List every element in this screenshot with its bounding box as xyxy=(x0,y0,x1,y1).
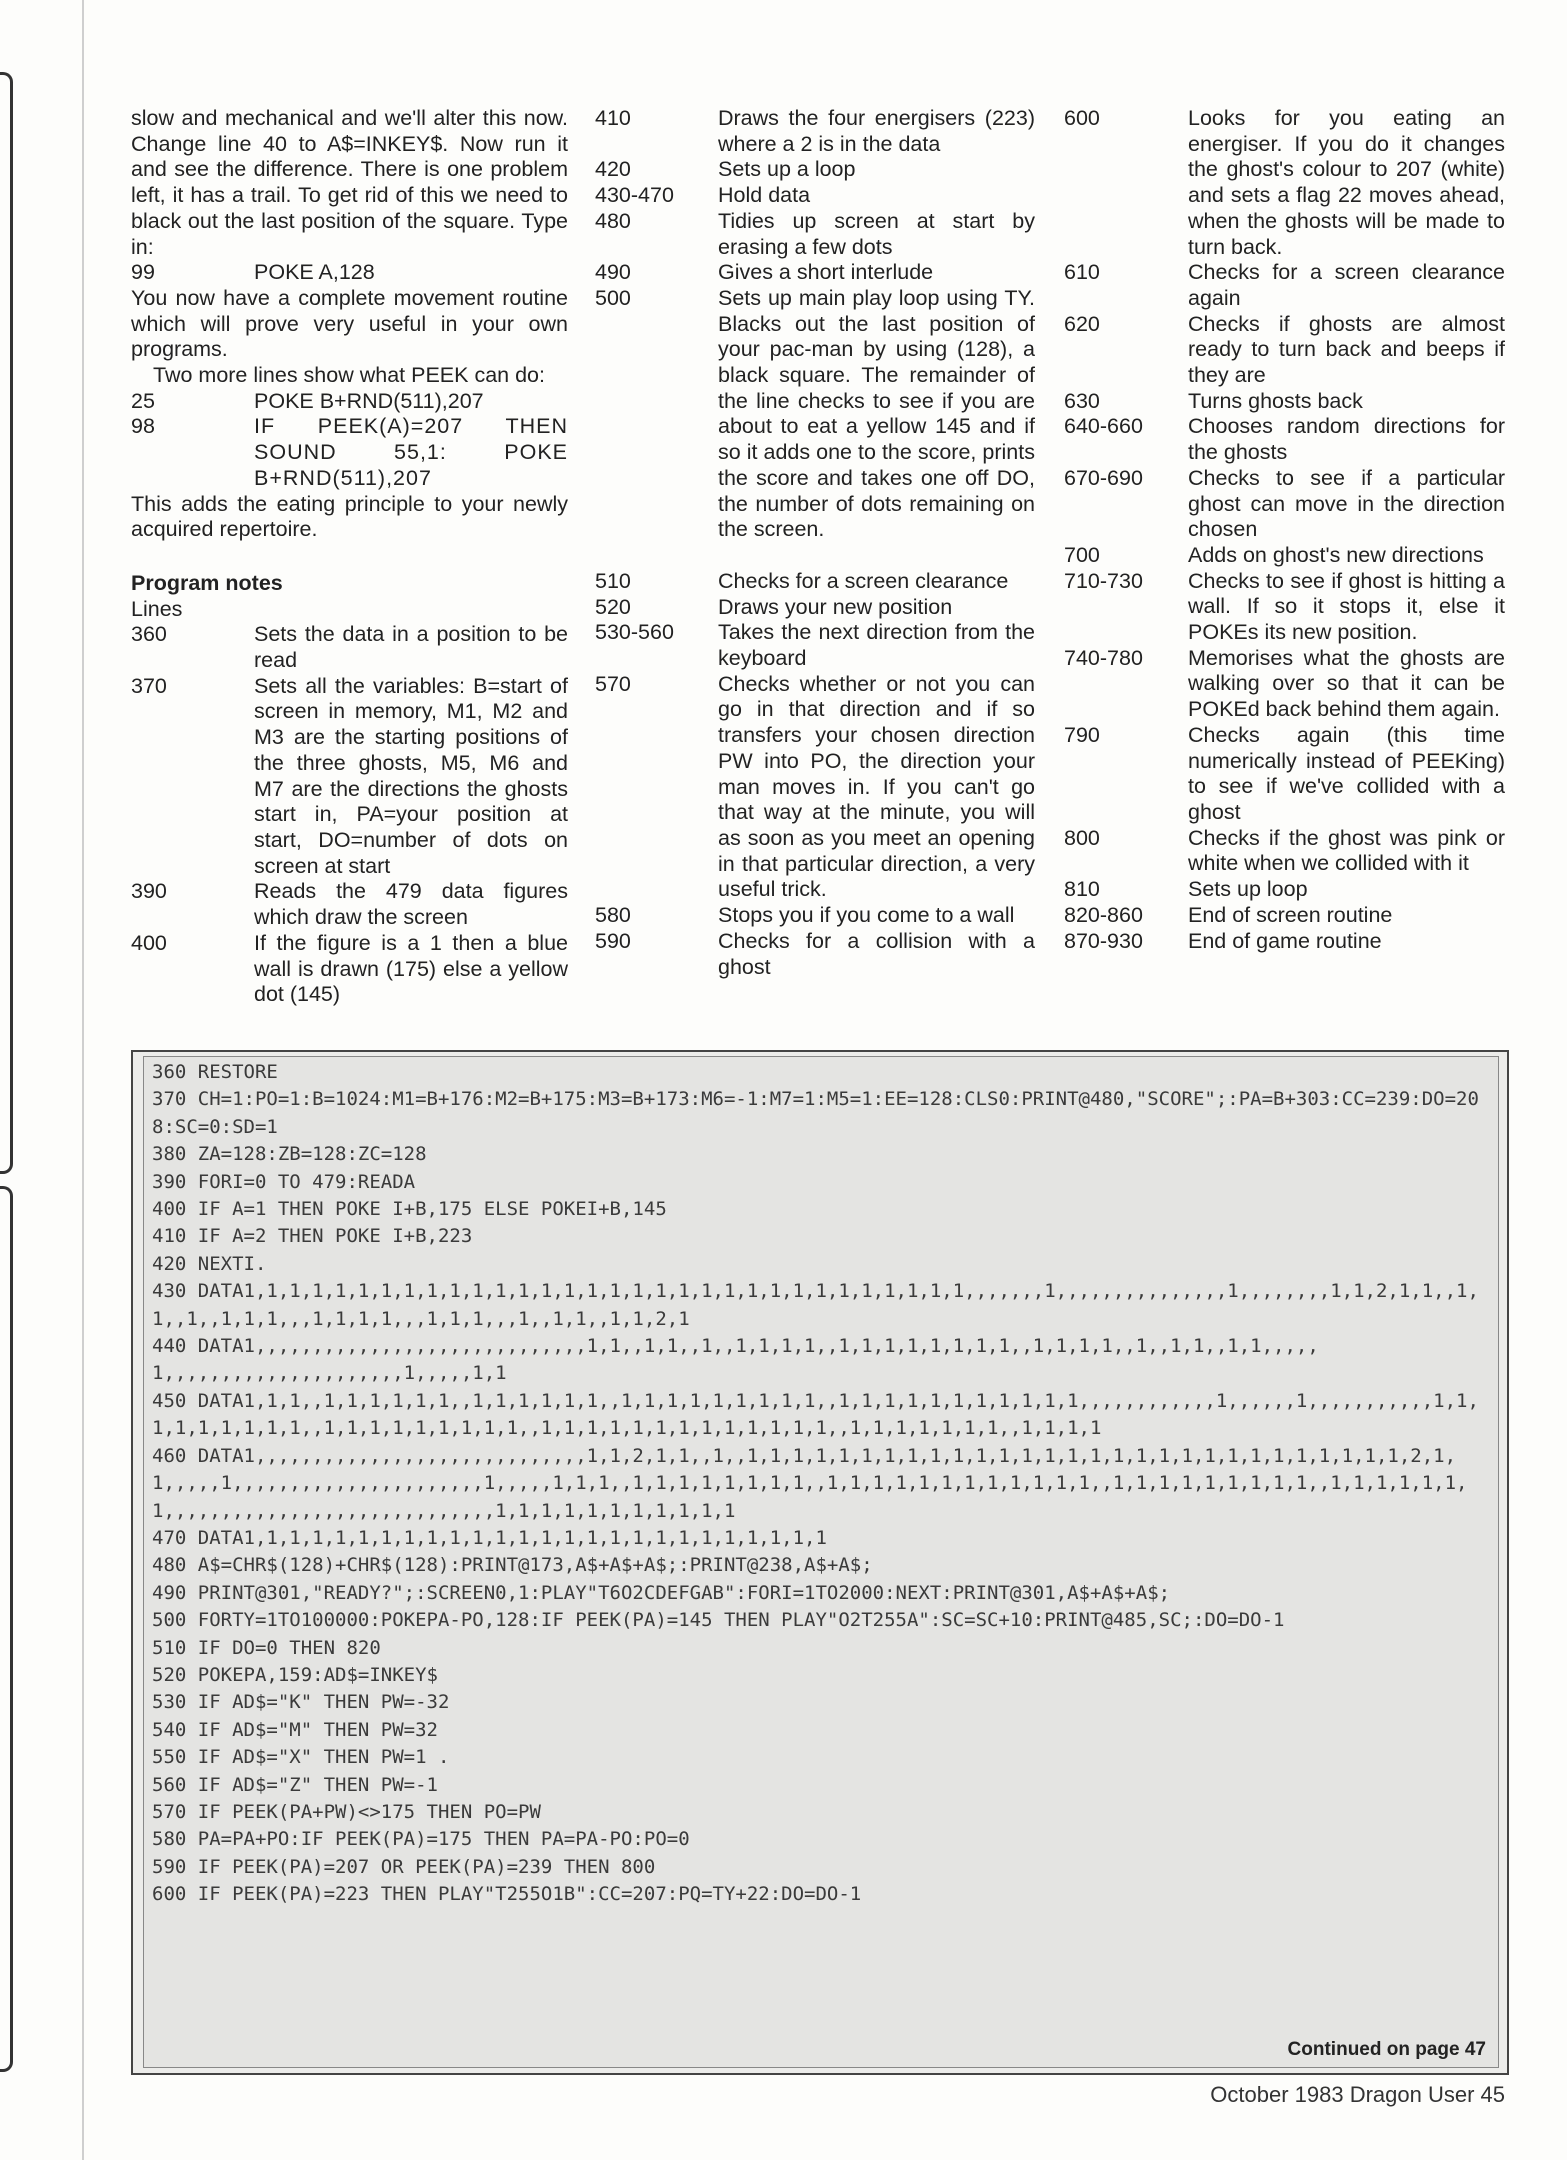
column-3 xyxy=(1064,106,1505,954)
note-row xyxy=(595,183,1035,209)
note-row xyxy=(1064,903,1505,929)
note-row xyxy=(1064,877,1505,903)
note-line-range: 870-930 xyxy=(1064,928,1143,953)
note-line-range: 490 xyxy=(595,260,631,285)
note-row xyxy=(595,595,1035,621)
listing-line: 450 DATA1,1,1,,1,1,1,1,1,1,,1,1,1,1,1,1,,1,1,1,1,1,1,1,1,1,,1,1,1,1,1,1,1,1,1,1,1,,,,,,,,,,,,1,,,,,,1,,,,,,,,,,,1,1,1,1,1,1,1,1,1,,1,1,1,1,1,1,1,1,1,,1,1,1,1,1,1,1,1,1,1,1,1,1,,1,1,1,1,1,1,1,,1,1,1,1 xyxy=(152,1389,1479,1440)
note-row xyxy=(1064,646,1505,723)
note-description: Tidies up screen at start by erasing a few dots xyxy=(718,208,1035,259)
note-line-range: 710-730 xyxy=(1064,568,1143,593)
note-description: If the figure is a 1 then a blue wall is drawn (175) else a yellow dot (145) xyxy=(254,930,568,1007)
note-line-range: 590 xyxy=(595,928,631,953)
note-row xyxy=(1064,312,1505,389)
note-description: Turns ghosts back xyxy=(1188,388,1363,413)
code-line xyxy=(131,389,568,415)
note-line-range: 670-690 xyxy=(1064,465,1143,490)
notes-list xyxy=(131,622,568,1008)
note-row xyxy=(595,569,1035,595)
code-text: POKE B+RND(511),207 xyxy=(254,388,484,413)
note-description: Sets the data in a position to be read xyxy=(254,622,568,673)
note-row xyxy=(131,931,568,1008)
paragraph: This adds the eating principle to your newly acquired repertoire. xyxy=(131,491,568,542)
note-description: Reads the 479 data figures which draw the screen xyxy=(254,879,568,930)
note-row xyxy=(595,106,1035,157)
listing-line: 360 RESTORE xyxy=(152,1061,278,1083)
note-line-range: 480 xyxy=(595,208,631,233)
note-row xyxy=(1064,723,1505,826)
note-row xyxy=(595,929,1035,980)
note-row xyxy=(131,622,568,673)
article-text xyxy=(131,106,1505,1036)
note-line-range: 500 xyxy=(595,285,631,310)
note-line-range: 430-470 xyxy=(595,183,674,208)
listing-line: 490 PRINT@301,"READY?";:SCREEN0,1:PLAY"T6O2CDEFGAB":FORI=1TO2000:NEXT:PRINT@301,A$+A$+A$; xyxy=(152,1581,1171,1604)
note-description: Checks for a screen clearance xyxy=(718,568,1009,593)
listing-line: 520 POKEPA,159:AD$=INKEY$ xyxy=(152,1663,438,1686)
note-line-range: 800 xyxy=(1064,825,1100,850)
page-gutter-line xyxy=(82,0,84,2160)
listing-line: 510 IF DO=0 THEN 820 xyxy=(152,1636,381,1659)
listing-line: 420 NEXTI. xyxy=(152,1252,267,1275)
listing-line: 410 IF A=2 THEN POKE I+B,223 xyxy=(152,1225,473,1248)
note-line-range: 700 xyxy=(1064,542,1100,567)
note-description: Stops you if you come to a wall xyxy=(718,903,1015,928)
paragraph: You now have a complete movement routine which will prove very useful in your own programs. xyxy=(131,285,568,362)
note-description: Sets all the variables: B=start of screen in memory, M1, M2 and M3 are the starting positions of the three ghosts, M5, M6 and M7 are the directions the ghosts start in, PA=your position at start, DO=number of dots on screen at start xyxy=(254,673,568,878)
note-row xyxy=(1064,543,1505,569)
program-listing xyxy=(152,1059,1492,1909)
listing-line: 530 IF AD$="K" THEN PW=-32 xyxy=(152,1691,450,1714)
listing-line: 480 A$=CHR$(128)+CHR$(128):PRINT@173,A$+A$+A$;:PRINT@238,A$+A$; xyxy=(152,1554,873,1577)
listing-line: 500 FORTY=1TO100000:POKEPA-PO,128:IF PEEK(PA)=145 THEN PLAY"O2T255A":SC=SC+10:PRINT@485,SC;:DO=DO-1 xyxy=(152,1609,1285,1632)
note-line-range: 530-560 xyxy=(595,620,674,645)
note-line-range: 420 xyxy=(595,157,631,182)
note-description: Checks for a collision with a ghost xyxy=(718,928,1035,979)
note-line-range: 640-660 xyxy=(1064,414,1143,439)
note-row xyxy=(595,286,1035,543)
note-row xyxy=(595,209,1035,260)
note-description: Checks if the ghost was pink or white when we collided with it xyxy=(1188,825,1505,876)
page-edge-bracket xyxy=(0,72,13,1174)
note-line-range: 510 xyxy=(595,568,631,593)
note-description: Draws your new position xyxy=(718,594,953,619)
listing-line: 550 IF AD$="X" THEN PW=1 . xyxy=(152,1746,450,1769)
page-edge-bracket xyxy=(0,1186,13,2072)
note-row xyxy=(595,260,1035,286)
note-line-range: 630 xyxy=(1064,388,1100,413)
note-description: Chooses random directions for the ghosts xyxy=(1188,414,1505,465)
paragraph: Two more lines show what PEEK can do: xyxy=(153,363,545,388)
intro-paragraph: slow and mechanical and we'll alter this now. Change line 40 to A$=INKEY$. Now run it and see the difference. There is one problem left, it has a trail. To get rid of this we need to black out the last position of the square. Type in: xyxy=(131,106,568,259)
listing-line: 380 ZA=128:ZB=128:ZC=128 xyxy=(152,1143,427,1166)
code-line xyxy=(131,260,568,286)
listing-line: 590 IF PEEK(PA)=207 OR PEEK(PA)=239 THEN 800 xyxy=(152,1855,656,1878)
note-line-range: 400 xyxy=(131,930,167,955)
note-description: Sets up a loop xyxy=(718,157,856,182)
note-row xyxy=(1064,466,1505,543)
note-row xyxy=(1064,260,1505,311)
note-description: Takes the next direction from the keyboard xyxy=(718,620,1035,671)
note-description: Adds on ghost's new directions xyxy=(1188,542,1484,567)
listing-line: 370 CH=1:PO=1:B=1024:M1=B+176:M2=B+175:M3=B+173:M6=-1:M7=1:M5=1:EE=128:CLS0:PRINT@480,"SCORE";:PA=B+303:CC=239:DO=208:SC=0:SD=1 xyxy=(152,1088,1479,1138)
note-row xyxy=(1064,826,1505,877)
note-row xyxy=(595,903,1035,929)
note-row xyxy=(131,879,568,930)
note-line-range: 360 xyxy=(131,622,167,647)
note-line-range: 570 xyxy=(595,671,631,696)
lines-label: Lines xyxy=(131,596,183,621)
note-row xyxy=(595,157,1035,183)
note-row xyxy=(595,620,1035,671)
listing-line: 600 IF PEEK(PA)=223 THEN PLAY"T255O1B":CC=207:PQ=TY+22:DO=DO-1 xyxy=(152,1883,862,1906)
note-description: Checks again (this time numerically instead of PEEKing) to see if we've collided with a ghost xyxy=(1188,722,1505,824)
note-description: Checks if ghosts are almost ready to turn back and beeps if they are xyxy=(1188,311,1505,388)
program-notes-heading: Program notes xyxy=(131,570,283,595)
note-description: Looks for you eating an energiser. If you do it changes the ghost's colour to 207 (white) and sets a flag 22 moves ahead, when the ghosts will be made to turn back. xyxy=(1188,106,1505,259)
note-line-range: 740-780 xyxy=(1064,645,1143,670)
note-row xyxy=(1064,389,1505,415)
listing-line: 430 DATA1,1,1,1,1,1,1,1,1,1,1,1,1,1,1,1,1,1,1,1,1,1,1,1,1,1,1,1,1,1,1,1,,,,,,,1,,,,,,,,,,,,,,,1,,,,,,,,1,1,2,1,1,,1,1,,1,,1,1,1,,,1,1,1,1,,,1,1,1,,,1,,1,1,,1,1,2,1 xyxy=(152,1280,1479,1330)
note-description: Checks whether or not you can go in that direction and if so transfers your chosen direction PW into PO, the direction your man moves in. If you can't go that way at the minute, you will as soon as you meet an opening in that particular direction, a very useful trick. xyxy=(718,671,1035,902)
page-footer: October 1983 Dragon User 45 xyxy=(1210,2082,1505,2107)
column-2 xyxy=(595,106,1035,980)
listing-line: 470 DATA1,1,1,1,1,1,1,1,1,1,1,1,1,1,1,1,1,1,1,1,1,1,1,1,1,1 xyxy=(152,1526,827,1549)
note-line-range: 790 xyxy=(1064,722,1100,747)
note-line-range: 520 xyxy=(595,594,631,619)
note-description: Sets up main play loop using TY. Blacks out the last position of your pac-man by using (128), a black square. The remainder of the line checks to see if you are about to eat a yellow 145 and if so it adds one to the score, prints the score and takes one off DO, the number of dots remaining on the screen. xyxy=(718,285,1035,542)
listing-line: 540 IF AD$="M" THEN PW=32 xyxy=(152,1718,438,1741)
note-line-range: 810 xyxy=(1064,877,1100,902)
note-description: Checks to see if ghost is hitting a wall. If so it stops it, else it POKEs its new position. xyxy=(1188,568,1505,645)
column-1 xyxy=(131,106,568,1008)
code-text: IF PEEK(A)=207 THEN SOUND 55,1: POKE B+RND(511),207 xyxy=(254,414,568,490)
note-row xyxy=(1064,569,1505,646)
program-listing-box xyxy=(131,1050,1509,2075)
note-description: Checks for a screen clearance again xyxy=(1188,260,1505,310)
listing-line: 560 IF AD$="Z" THEN PW=-1 xyxy=(152,1773,438,1796)
note-line-range: 580 xyxy=(595,903,631,928)
note-row xyxy=(131,674,568,880)
program-listing-frame xyxy=(143,1056,1499,2068)
note-line-range: 820-860 xyxy=(1064,902,1143,927)
note-description: Hold data xyxy=(718,183,811,208)
note-row xyxy=(1064,414,1505,465)
notes-list xyxy=(1064,106,1505,954)
note-line-range: 600 xyxy=(1064,106,1100,130)
note-description: Gives a short interlude xyxy=(718,260,934,285)
note-description: Draws the four energisers (223) where a 2 is in the data xyxy=(718,106,1035,156)
note-row xyxy=(1064,929,1505,955)
note-description: Checks to see if a particular ghost can move in the direction chosen xyxy=(1188,465,1505,542)
note-description: End of screen routine xyxy=(1188,902,1393,927)
notes-list xyxy=(595,106,1035,980)
line-number: 99 xyxy=(131,260,155,285)
listing-line: 390 FORI=0 TO 479:READA xyxy=(152,1170,416,1193)
note-line-range: 390 xyxy=(131,879,167,904)
listing-line: 440 DATA1,,,,,,,,,,,,,,,,,,,,,,,,,,,,,1,1,,1,1,,1,,1,1,1,1,,1,1,1,1,1,1,1,1,,1,1,1,1,,1,,1,1,,1,1,,,,,1,,,,,,,,,,,,,,,,,,,,,1,,,,,1,1 xyxy=(152,1335,1319,1385)
note-description: Sets up loop xyxy=(1188,877,1308,902)
listing-line: 460 DATA1,,,,,,,,,,,,,,,,,,,,,,,,,,,,,1,1,2,1,1,,1,,1,1,1,1,1,1,1,1,1,1,1,1,1,1,1,1,1,1,1,1,1,1,1,1,1,1,1,1,1,2,1,1,,,,,1,,,,,,,,,,,,,,,,,,,,,,1,,,,,1,1,1,,1,1,1,1,1,1,1,1,,1,1,1,1,1,1,1,1,1,1,1,1,,1,1,1,1,1,1,1,1,1,,1,1,1,1,1,1,1,,,,,,,,,,,,,,,,,,,,,,,,,,,,,1,1,1,1,1,1,1,1,1,1,1 xyxy=(152,1444,1468,1522)
note-line-range: 610 xyxy=(1064,260,1100,285)
listing-line: 580 PA=PA+PO:IF PEEK(PA)=175 THEN PA=PA-PO:PO=0 xyxy=(152,1828,690,1851)
note-description: Memorises what the ghosts are walking over so that it can be POKEd back behind them again. xyxy=(1188,645,1505,722)
continued-note: Continued on page 47 xyxy=(1287,2039,1486,2060)
note-line-range: 370 xyxy=(131,673,167,698)
code-text: POKE A,128 xyxy=(254,260,375,285)
line-number: 25 xyxy=(131,388,155,413)
note-description: End of game routine xyxy=(1188,928,1382,953)
note-row xyxy=(1064,106,1505,260)
listing-line: 570 IF PEEK(PA+PW)<>175 THEN PO=PW xyxy=(152,1800,541,1823)
line-number: 98 xyxy=(131,414,155,439)
note-line-range: 410 xyxy=(595,106,631,130)
note-row xyxy=(595,672,1035,903)
listing-line: 400 IF A=1 THEN POKE I+B,175 ELSE POKEI+B,145 xyxy=(152,1198,667,1221)
note-line-range: 620 xyxy=(1064,311,1100,336)
code-line xyxy=(131,414,568,491)
